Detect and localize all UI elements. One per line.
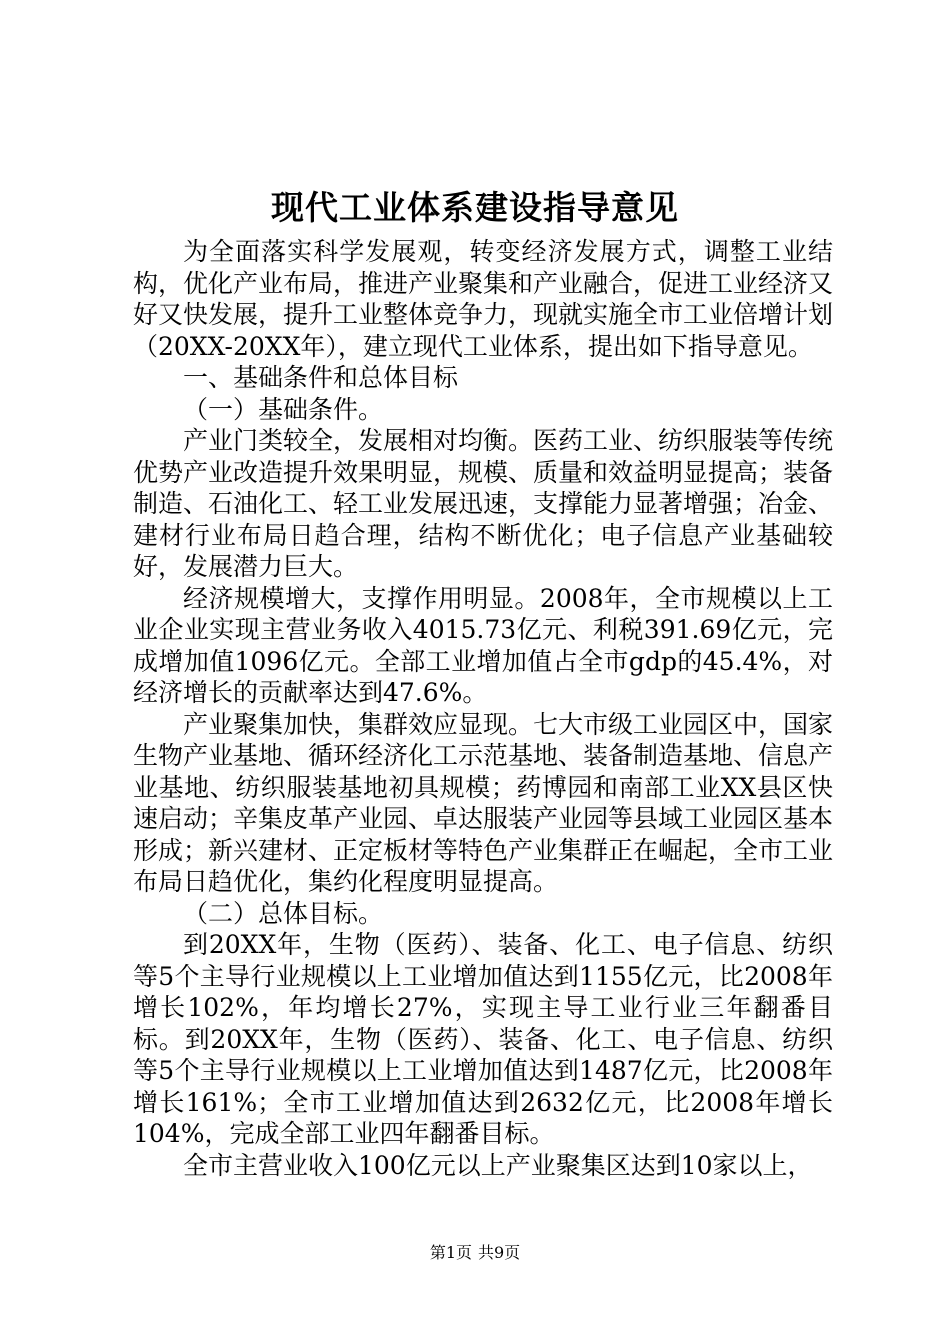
subheading-overall-goals: （二）总体目标。 bbox=[183, 898, 384, 928]
paragraph-goals: 到20XX年，生物（医药）、装备、化工、电子信息、纺织等5个主导行业规模以上工业增加值达到1155亿元，比2008年增长102%，年均增长27%，实现主导工业行业三年翻番目标。到20XX年，生物（医药）、装备、化工、电子信息、纺织等5个主导行业规模以上工业增加值达到1487亿元，比2008年增长161%；全市工业增加值达到2632亿元，比2008年增长104%，完成全部工业四年翻番目标。 bbox=[133, 930, 833, 1148]
page-total: 共9页 bbox=[478, 1243, 521, 1262]
paragraph-intro: 为全面落实科学发展观，转变经济发展方式，调整工业结构，优化产业布局，推进产业聚集和产业融合，促进工业经济又好又快发展，提升工业整体竞争力，现就实施全市工业倍增计划（20XX-20XX年），建立现代工业体系，提出如下指导意见。 bbox=[133, 237, 834, 361]
document-title: 现代工业体系建设指导意见 bbox=[271, 188, 679, 227]
paragraph-industry-categories: 产业门类较全，发展相对均衡。医药工业、纺织服装等传统优势产业改造提升效果明显，规模、质量和效益明显提高；装备制造、石油化工、轻工业发展迅速，支撑能力显著增强；冶金、建材行业布局日趋合理，结构不断优化；电子信息产业基础较好，发展潜力巨大。 bbox=[133, 426, 834, 581]
paragraph-industry-clusters: 产业聚集加快，集群效应显现。七大市级工业园区中，国家生物产业基地、循环经济化工示范基地、装备制造基地、信息产业基地、纺织服装基地初具规模；药博园和南部工业XX县区快速启动；辛集皮革产业园、卓达服装产业园等县域工业园区基本形成；新兴建材、正定板材等特色产业集群正在崛起，全市工业布局日趋优化，集约化程度明显提高。 bbox=[133, 709, 834, 896]
paragraph-revenue-goals: 全市主营业收入100亿元以上产业聚集区达到10家以上， bbox=[183, 1150, 813, 1180]
document-body bbox=[133, 236, 833, 1181]
subheading-basic-conditions: （一）基础条件。 bbox=[183, 394, 384, 424]
paragraph-economic-scale: 经济规模增大，支撑作用明显。2008年，全市规模以上工业企业实现主营业务收入4015.73亿元、利税391.69亿元，完成增加值1096亿元。全部工业增加值占全市gdp的45.4%，对经济增长的贡献率达到47.6%。 bbox=[133, 583, 833, 707]
page-footer bbox=[0, 1242, 950, 1264]
page-number: 第1页 bbox=[429, 1243, 472, 1262]
heading-section-1: 一、基础条件和总体目标 bbox=[183, 363, 459, 392]
